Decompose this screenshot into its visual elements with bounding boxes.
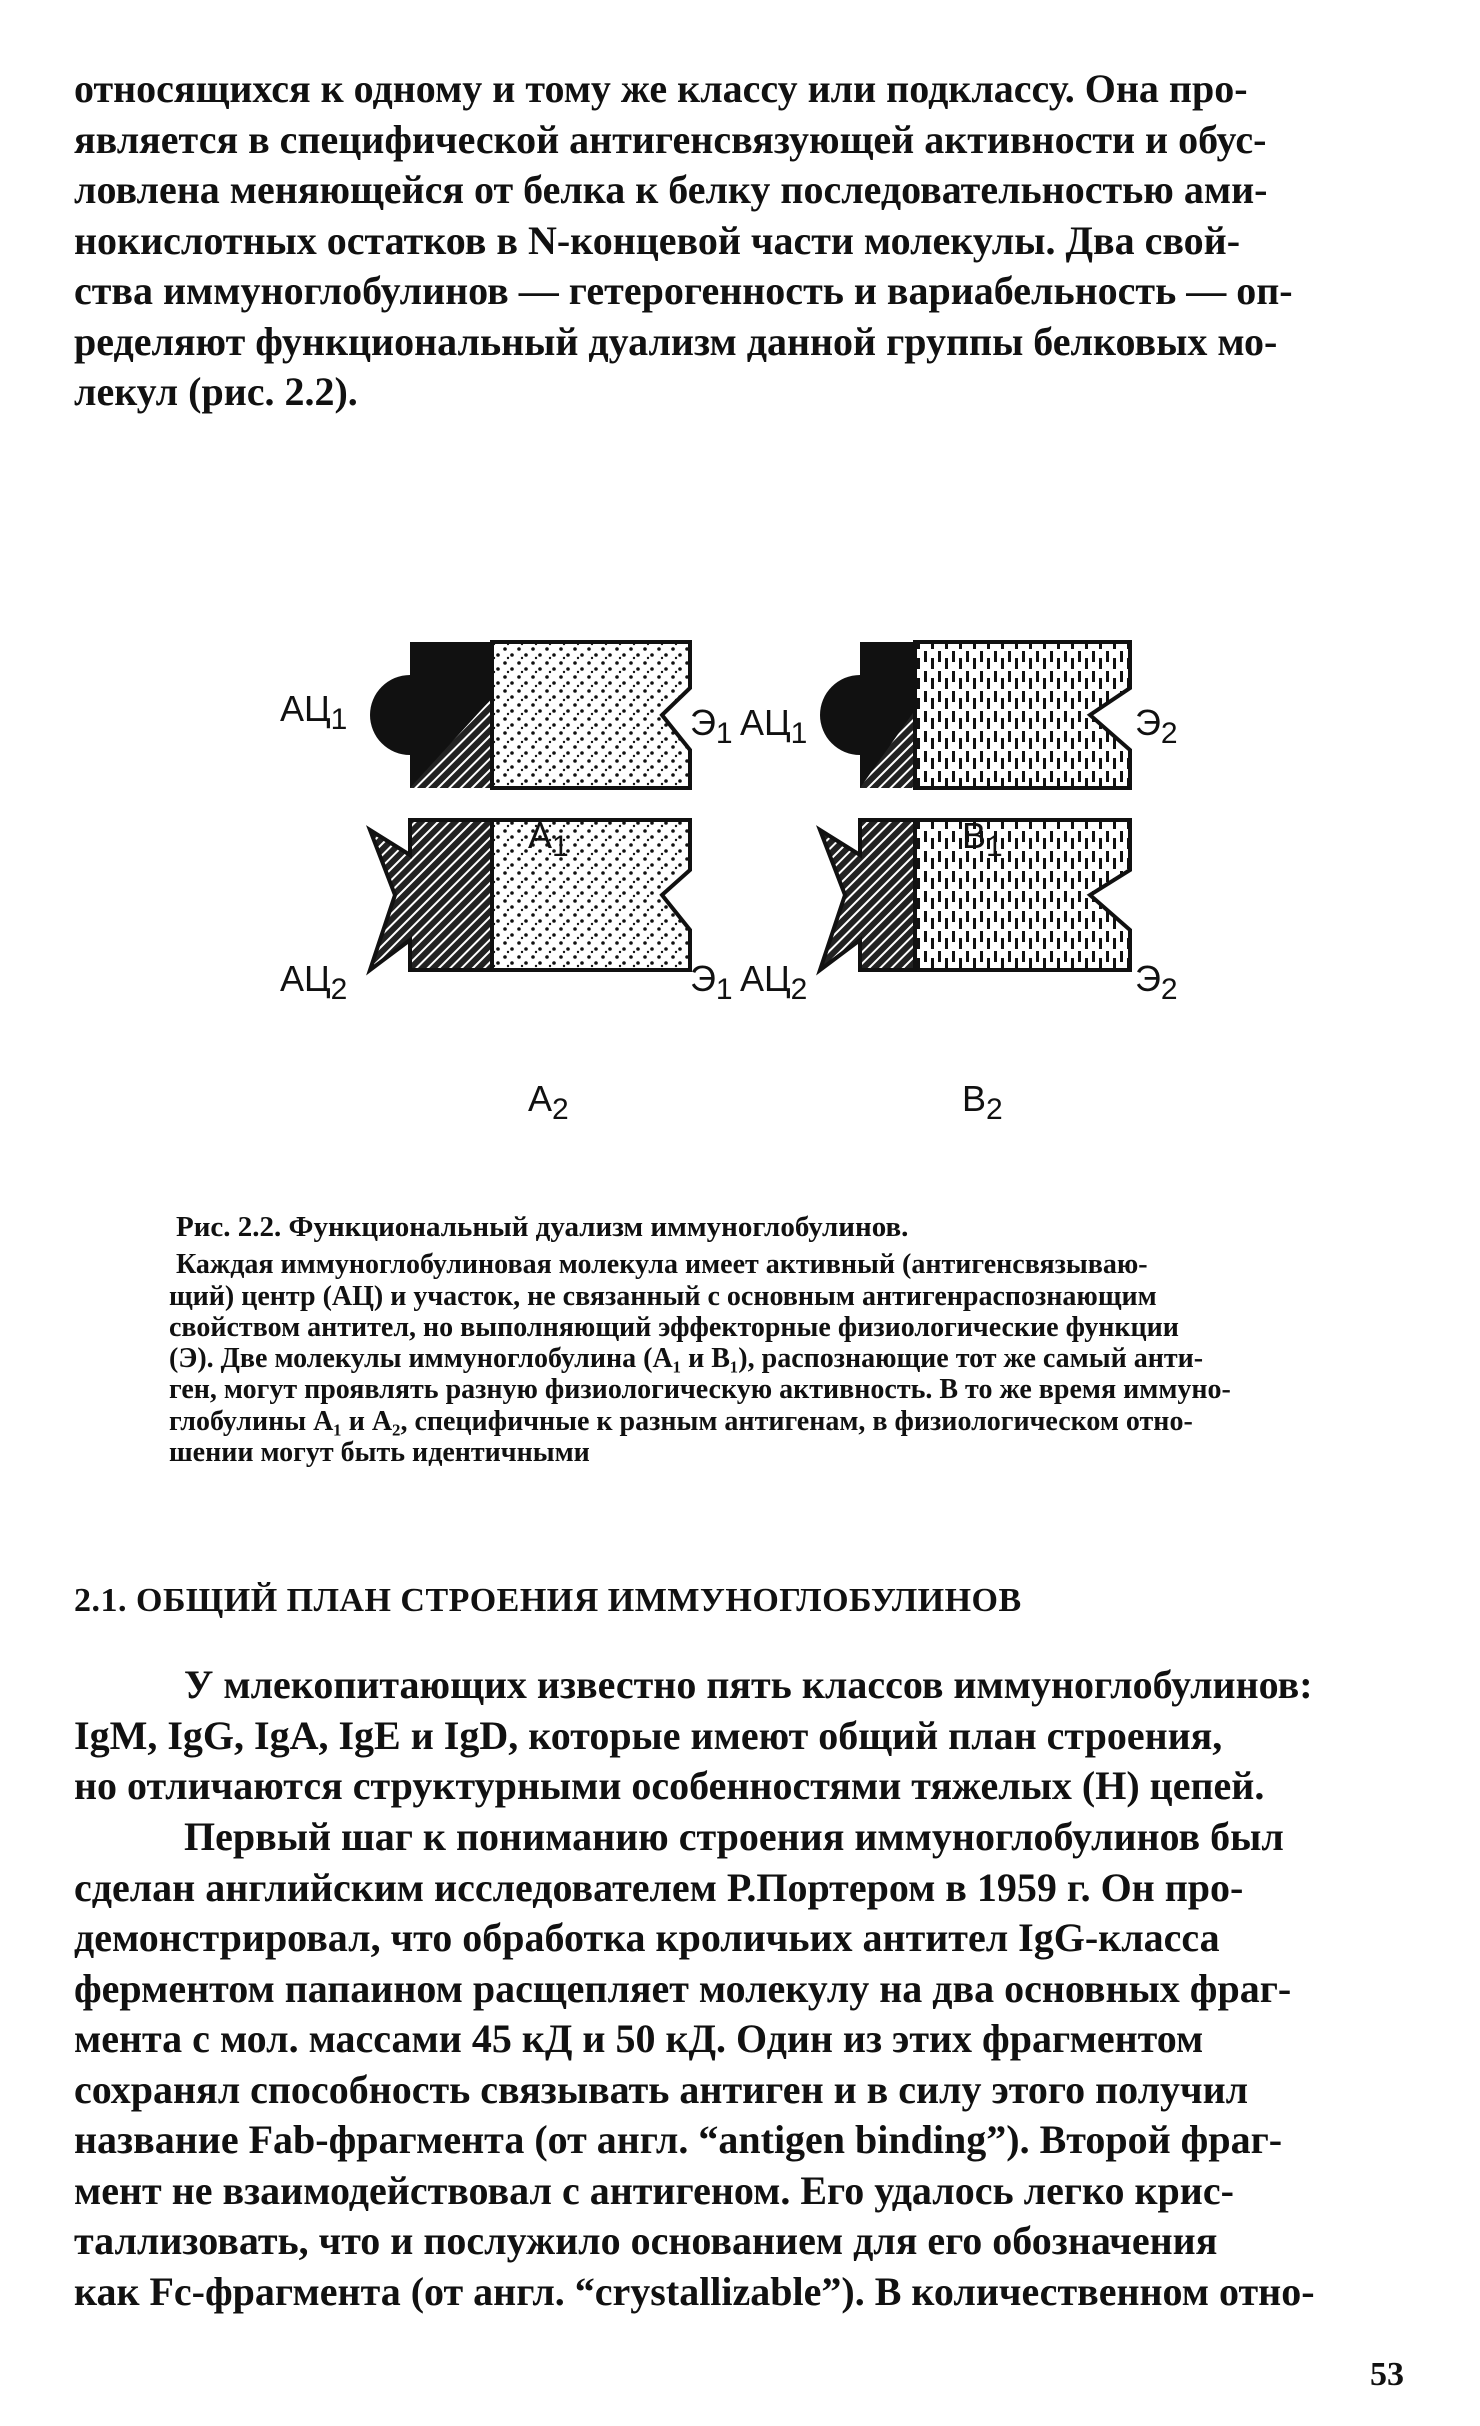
caption-line: ген, могут проявлять разную физиологическую активность. В то же время иммуно- <box>169 1374 1231 1406</box>
text-line: демонстрировал, что обработка кроличьих антител IgG-класса <box>74 1915 1220 1960</box>
text-line: но отличаются структурными особенностями тяжелых (Н) цепей. <box>74 1763 1265 1808</box>
text-line: ловлена меняющейся от белка к белку последовательностью ами- <box>74 167 1268 212</box>
label-ac2-right: $АЦ_2$ <box>740 958 808 1007</box>
section-heading: 2.1. ОБЩИЙ ПЛАН СТРОЕНИЯ ИММУНОГЛОБУЛИНОВ <box>74 1582 1022 1619</box>
figure-caption <box>169 1211 1416 1469</box>
text-line: сохранял способность связывать антиген и в силу этого получил <box>74 2066 1249 2112</box>
page-number: 53 <box>1370 2356 1404 2393</box>
label-ac1-left: $АЦ_1$ <box>280 688 348 737</box>
caption-line: шении могут быть идентичными <box>169 1437 590 1469</box>
label-a1: $А_1$ <box>528 815 569 864</box>
text-line: ства иммуноглобулинов — гетерогенность и вариабельность — оп- <box>74 268 1293 313</box>
label-e1-bottom: $Э_1$ <box>690 958 733 1007</box>
text-line: ределяют функциональный дуализм данной группы белковых мо- <box>74 318 1278 364</box>
label-ac2-left: $АЦ_2$ <box>280 958 348 1007</box>
label-b2: $В_2$ <box>962 1078 1003 1127</box>
paragraph-classes <box>74 1660 1414 1812</box>
label-b1: $В_1$ <box>962 815 1003 864</box>
label-a2: $А_2$ <box>528 1078 569 1127</box>
caption-line: свойством антител, но выполняющий эффекторные физиологические функции <box>169 1311 1179 1343</box>
caption-line: щий) центр (АЦ) и участок, не связанный с основным антигенраспознающим <box>169 1280 1157 1312</box>
top-paragraph <box>74 64 1414 418</box>
text-line: IgM, IgG, IgA, IgE и IgD, которые имеют общий план строения, <box>74 1712 1223 1758</box>
text-line: таллизовать, что и послужило основанием для его обозначения <box>74 2218 1218 2263</box>
caption-line: глобулины A₁ и A₂, специфичные к разным антигенам, в физиологическом отно- <box>169 1405 1193 1437</box>
text-line: мента с мол. массами 45 кД и 50 кД. Один из этих фрагментом <box>74 2016 1204 2061</box>
figure-diagram <box>250 590 1200 1150</box>
caption-title: Рис. 2.2. Функциональный дуализм иммуноглобулинов. <box>176 1211 909 1243</box>
text-line: нокислотных остатков в N-концевой части молекулы. Два свой- <box>74 217 1241 263</box>
text-line: сделан английским исследователем Р.Портером в 1959 г. Он про- <box>74 1864 1244 1910</box>
text-line: лекул (рис. 2.2). <box>74 369 358 414</box>
caption-line: Каждая иммуноглобулиновая молекула имеет активный (антигенсвязываю- <box>176 1249 1148 1281</box>
text-line: У млекопитающих известно пять классов иммуноглобулинов: <box>184 1662 1313 1707</box>
text-line: является в специфической антигенсвязующей активности и обус- <box>74 116 1267 162</box>
label-e1-top: $Э_1$ <box>690 702 733 751</box>
text-line: название Fab-фрагмента (от англ. “antigen binding”). Второй фраг- <box>74 2117 1283 2162</box>
label-e2-bottom: $Э_2$ <box>1135 958 1178 1007</box>
text-line: Первый шаг к пониманию строения иммуноглобулинов был <box>184 1814 1284 1859</box>
paragraph-porter <box>74 1812 1414 2317</box>
molecule-a1 <box>370 642 690 788</box>
text-line: как Fc-фрагмента (от англ. “crystallizable”). В количественном отно- <box>74 2268 1315 2314</box>
figure-functional-dualism <box>250 590 1200 1150</box>
molecule-b1 <box>820 642 1130 788</box>
text-line: ферментом папаином расщепляет молекулу на два основных фраг- <box>74 1965 1292 2011</box>
label-ac1-right: $АЦ_1$ <box>740 702 808 751</box>
label-e2-top: $Э_2$ <box>1135 702 1178 751</box>
text-line: относящихся к одному и тому же классу или подклассу. Она про- <box>74 66 1248 111</box>
text-line: мент не взаимодействовал с антигеном. Его удалось легко крис- <box>74 2167 1234 2213</box>
caption-line: (Э). Две молекулы иммуноглобулина (A₁ и B₁), распознающие тот же самый анти- <box>169 1343 1204 1375</box>
